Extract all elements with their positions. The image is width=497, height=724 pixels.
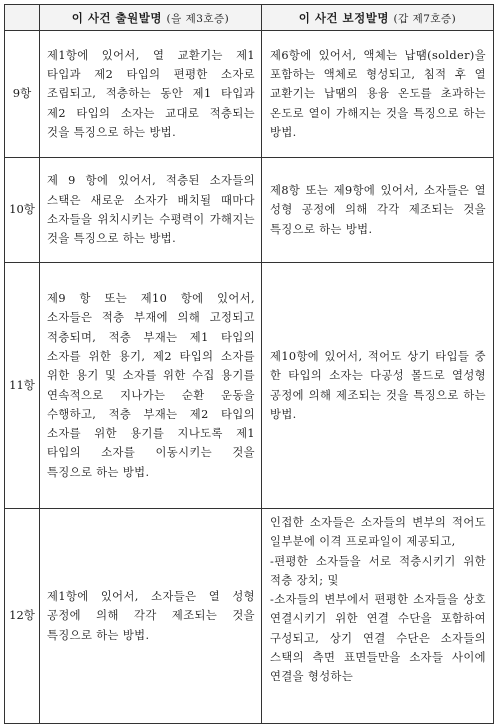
header-corner-cell (5, 5, 40, 31)
amended-claim-body (262, 509, 493, 687)
header-original-exhibit: (을 제3호증) (166, 12, 230, 25)
claim-number: 12항 (5, 509, 40, 724)
original-claim-body: 제1항에 있어서, 열 교환기는 제1 타입과 제2 타입의 편평한 소자로 조립되고, 적층하는 동안 제1 타입과 제2 타입의 소자는 교대로 적층되는 것을 특징으로 하는 방법. (47, 48, 255, 139)
table-header-row (5, 5, 494, 31)
header-original-title: 이 사건 출원발명 (71, 10, 162, 25)
original-claim-text (40, 509, 262, 724)
header-original-invention (40, 5, 262, 31)
amended-claim-body: 제10항에 있어서, 적어도 상기 타입들 중 한 타입의 소자는 다공성 몰드로 열성형 공정에 의해 제조되는 것을 특징으로 하는 방법. (270, 349, 486, 421)
amended-claim-body: 제6항에 있어서, 액체는 납땜(solder)을 포함하는 액체로 형성되고, 침적 후 열 교환기는 납땜의 용융 온도를 초과하는 온도로 열이 가해지는 것을 특징으로 하는 방법. (270, 48, 486, 139)
amended-claim-text (262, 509, 494, 724)
original-claim-body: 제9 항 또는 제10 항에 있어서, 소자들은 적층 부재에 의해 고정되고 적층되며, 적층 부재는 제1 타입의 소자를 위한 용기, 제2 타입의 소자를 위한 용기 및 소자를 위한 수집 용기를 연속적으로 지나가는 순환 운동을 수행하고, 적층 부재는 제2 타입의 소자를 위한 용기를 지나도록 제1 타입의 소자를 이동시키는 것을 특징으로 하는 방법. (47, 292, 255, 479)
header-amended-exhibit: (갑 제7호증) (393, 12, 457, 25)
amended-claim-text (262, 31, 494, 158)
original-claim-text (40, 263, 262, 509)
original-claim-text (40, 158, 262, 263)
original-claim-text (40, 31, 262, 158)
claim-number: 11항 (5, 263, 40, 509)
table-row (5, 158, 494, 263)
amended-claim-paragraph: -편평한 소자들을 서로 적층시키기 위한 적층 장치; 및 (270, 554, 486, 587)
original-claim-body: 제 9 항에 있어서, 적층된 소자들의 스택은 새로운 소자가 배치될 때마다 소자들을 위치시키는 수평력이 가해지는 것을 특징으로 하는 방법. (47, 174, 255, 246)
amended-claim-paragraph: 인접한 소자들은 소자들의 변부의 적어도 일부분에 이격 프로파일이 제공되고, (270, 516, 486, 549)
table-row (5, 263, 494, 509)
original-claim-body: 제1항에 있어서, 소자들은 열 성형 공정에 의해 각각 제조되는 것을 특징으로 하는 방법. (47, 590, 255, 642)
amended-claim-text (262, 158, 494, 263)
amended-claim-body: 제8항 또는 제9항에 있어서, 소자들은 열 성형 공정에 의해 각각 제조되는 것을 특징으로 하는 방법. (270, 184, 486, 236)
table-row (5, 509, 494, 724)
claim-number: 10항 (5, 158, 40, 263)
header-amended-invention (262, 5, 494, 31)
table-row (5, 31, 494, 158)
claims-comparison-table (4, 4, 494, 724)
claim-number: 9항 (5, 31, 40, 158)
header-amended-title: 이 사건 보정발명 (298, 10, 389, 25)
amended-claim-paragraph: -소자들의 변부에서 편평한 소자들을 상호 연결시키기 위한 연결 수단을 포함하여 구성되고, 상기 연결 수단은 소자들의 스택의 측면 표면들만을 소자들 사이에 연결을 형성하는 (270, 593, 486, 684)
amended-claim-text (262, 263, 494, 509)
